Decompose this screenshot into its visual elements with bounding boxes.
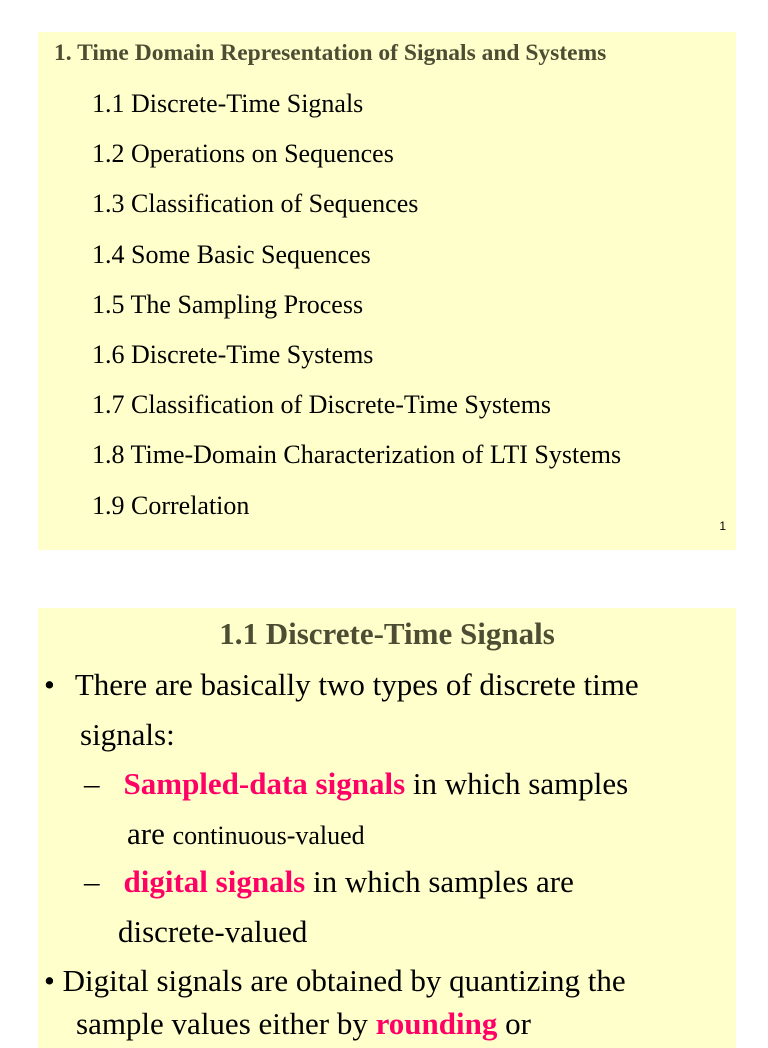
dash-marker: – [84, 864, 100, 899]
toc-item: 1.7 Classification of Discrete-Time Systems [92, 390, 552, 420]
slide-2 [38, 608, 736, 1048]
slide-1-title: 1. Time Domain Representation of Signals and Systems [54, 40, 607, 66]
term-sampled-data-signals: Sampled-data signals [123, 766, 406, 801]
bullet-1-line-2: signals: [80, 717, 175, 752]
bullet-1-line-1 [44, 667, 639, 703]
toc-item: 1.3 Classification of Sequences [92, 189, 419, 219]
sub-bullet-1-text: in which samples [405, 766, 629, 801]
bullet-2-line-2-a: sample values either by [76, 1006, 376, 1041]
term-digital-signals: digital signals [123, 864, 306, 899]
bullet-1-text: There are basically two types of discrete time [74, 667, 639, 702]
bullet-marker: • [44, 963, 55, 998]
bullet-marker: • [44, 667, 55, 702]
sub-bullet-1-line-2-b: continuous-valued [172, 821, 365, 850]
bullet-2-line-2 [76, 1006, 531, 1042]
bullet-2-text: Digital signals are obtained by quantizing the [54, 963, 626, 998]
term-rounding: rounding [375, 1006, 498, 1041]
toc-item: 1.1 Discrete-Time Signals [92, 89, 364, 118]
toc-item: 1.6 Discrete-Time Systems [92, 339, 374, 369]
slide-2-title: 1.1 Discrete-Time Signals [219, 616, 555, 651]
sub-bullet-2-line-1 [84, 864, 574, 900]
bullet-2-line-1 [44, 963, 626, 999]
toc-item: 1.4 Some Basic Sequences [92, 239, 371, 269]
bullet-2-line-2-b: or [497, 1006, 531, 1041]
toc-item: 1.8 Time-Domain Characterization of LTI Systems [92, 440, 622, 470]
slide-1 [38, 32, 736, 550]
dash-marker: – [84, 766, 100, 801]
sub-bullet-1-line-1 [84, 766, 628, 802]
sub-bullet-2-line-2: discrete-valued [118, 914, 308, 949]
sub-bullet-2-text: in which samples are [305, 864, 574, 899]
toc-item: 1.5 The Sampling Process [92, 289, 364, 319]
toc-item: 1.2 Operations on Sequences [92, 139, 394, 169]
toc-item: 1.9 Correlation [92, 490, 250, 520]
page-number: 1 [719, 519, 726, 533]
sub-bullet-1-line-2 [127, 816, 365, 854]
sub-bullet-1-line-2-a: are [127, 816, 173, 851]
toc-list [92, 88, 621, 540]
